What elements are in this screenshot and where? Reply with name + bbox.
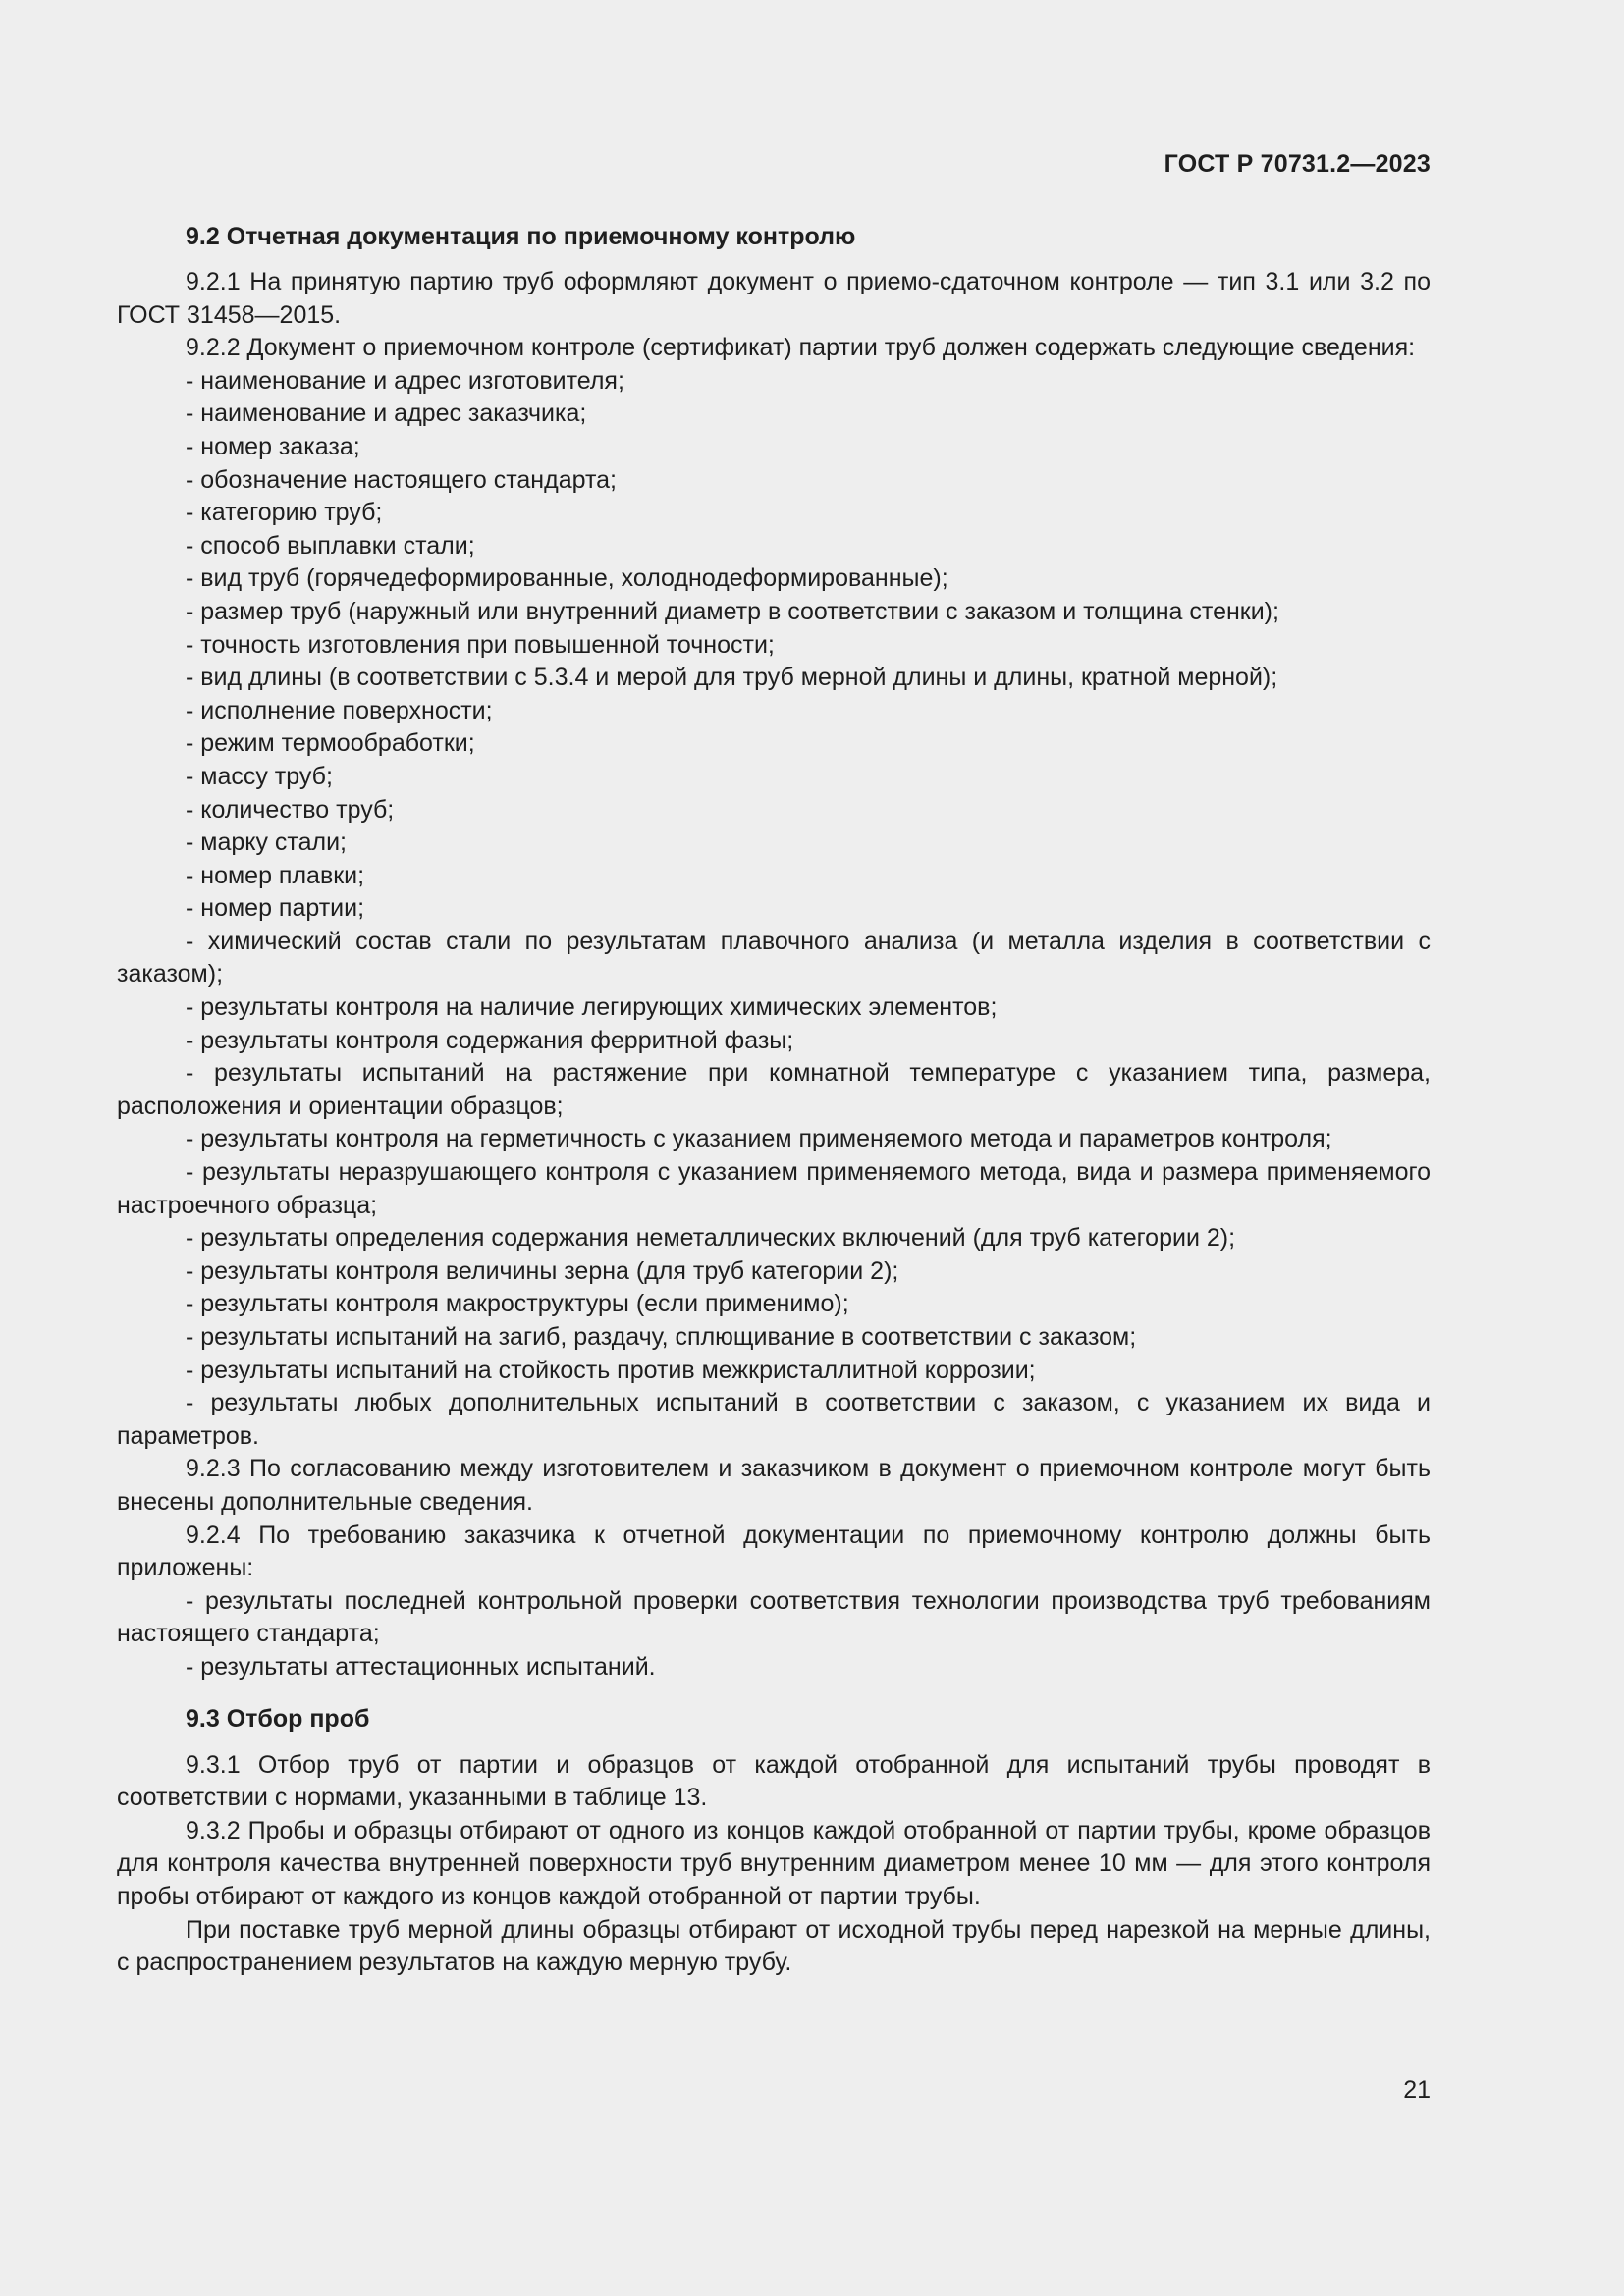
list-item: - количество труб; (186, 795, 395, 824)
list-item: - результаты испытаний на растяжение при комнатной температуре с указанием типа, размера, расположения и ориентации образцов; (117, 1059, 1431, 1120)
paragraph-9-3-2-continued: При поставке труб мерной длины образцы отбирают от исходной трубы перед нарезкой на мерные длины, с распространением результатов на каждую мерную трубу. (117, 1915, 1431, 1977)
list-item: - результаты испытаний на загиб, раздачу, сплющивание в соответствии с заказом; (186, 1323, 1137, 1351)
list-item: - наименование и адрес изготовителя; (186, 366, 624, 395)
list-item: - массу труб; (186, 762, 333, 790)
list-item: - результаты испытаний на стойкость против межкристаллитной коррозии; (186, 1356, 1036, 1384)
list-item: - результаты контроля макроструктуры (если применимо); (186, 1290, 849, 1318)
list-item: - исполнение поверхности; (186, 696, 493, 724)
list-item: - марку стали; (186, 828, 348, 857)
section-heading-9-3: 9.3 Отбор проб (186, 1704, 370, 1733)
page-number: 21 (1403, 2076, 1431, 2104)
paragraph-9-3-2: 9.3.2 Пробы и образцы отбирают от одного из концов каждой отобранной от партии трубы, кроме образцов для контроля качества внутренней поверхности труб внутренним диаметром менее 10 мм — для этого контроля пробы отбирают от каждого из концов каждой отобранной от партии трубы. (117, 1816, 1431, 1910)
list-item: - результаты контроля содержания ферритной фазы; (186, 1026, 794, 1054)
list-item: - результаты аттестационных испытаний. (186, 1652, 656, 1681)
list-item: - номер заказа; (186, 432, 360, 460)
paragraph-9-2-3: 9.2.3 По согласованию между изготовителем и заказчиком в документ о приемочном контроле могут быть внесены дополнительные сведения. (117, 1455, 1431, 1516)
list-item: - результаты контроля на герметичность с указанием применяемого метода и параметров контроля; (186, 1125, 1332, 1153)
list-item: - вид длины (в соответствии с 5.3.4 и мерой для труб мерной длины и длины, кратной мерной); (186, 664, 1278, 692)
section-heading-9-2: 9.2 Отчетная документация по приемочному контролю (186, 223, 856, 250)
list-item: - химический состав стали по результатам плавочного анализа (и металла изделия в соответствии с заказом); (117, 927, 1431, 988)
list-item: - режим термообработки; (186, 729, 475, 758)
paragraph-9-2-2: 9.2.2 Документ о приемочном контроле (сертификат) партии труб должен содержать следующие сведения: (186, 334, 1416, 362)
document-page (117, 0, 1431, 2296)
paragraph-9-2-1: 9.2.1 На принятую партию труб оформляют документ о приемо-сдаточном контроле — тип 3.1 или 3.2 по ГОСТ 31458—2015. (117, 268, 1431, 329)
list-item: - номер партии; (186, 894, 365, 923)
list-item: - наименование и адрес заказчика; (186, 400, 587, 428)
list-item: - вид труб (горячедеформированные, холоднодеформированные); (186, 564, 948, 593)
list-item: - результаты контроля на наличие легирующих химических элементов; (186, 993, 998, 1022)
paragraph-9-2-4: 9.2.4 По требованию заказчика к отчетной документации по приемочному контролю должны быть приложены: (117, 1521, 1431, 1582)
list-item: - результаты неразрушающего контроля с указанием применяемого метода, вида и размера применяемого настроечного образца; (117, 1158, 1431, 1219)
page-content (117, 220, 1431, 1980)
paragraph-9-3-1: 9.3.1 Отбор труб от партии и образцов от каждой отобранной для испытаний трубы проводят в соответствии с нормами, указанными в таблице 13. (117, 1750, 1431, 1812)
list-item: - результаты определения содержания неметаллических включений (для труб категории 2); (186, 1224, 1236, 1253)
list-item: - способ выплавки стали; (186, 531, 475, 560)
document-id-header: ГОСТ Р 70731.2—2023 (1164, 150, 1431, 178)
list-item: - категорию труб; (186, 499, 383, 527)
list-item: - результаты последней контрольной проверки соответствия технологии производства труб требованиям настоящего стандарта; (117, 1586, 1431, 1648)
list-item: - результаты контроля величины зерна (для труб категории 2); (186, 1256, 899, 1285)
list-item: - точность изготовления при повышенной точности; (186, 630, 775, 659)
list-item: - номер плавки; (186, 861, 365, 889)
list-item: - результаты любых дополнительных испытаний в соответствии с заказом, с указанием их вида и параметров. (117, 1389, 1431, 1450)
list-item: - размер труб (наружный или внутренний диаметр в соответствии с заказом и толщина стенки); (186, 597, 1279, 625)
list-item: - обозначение настоящего стандарта; (186, 465, 617, 494)
